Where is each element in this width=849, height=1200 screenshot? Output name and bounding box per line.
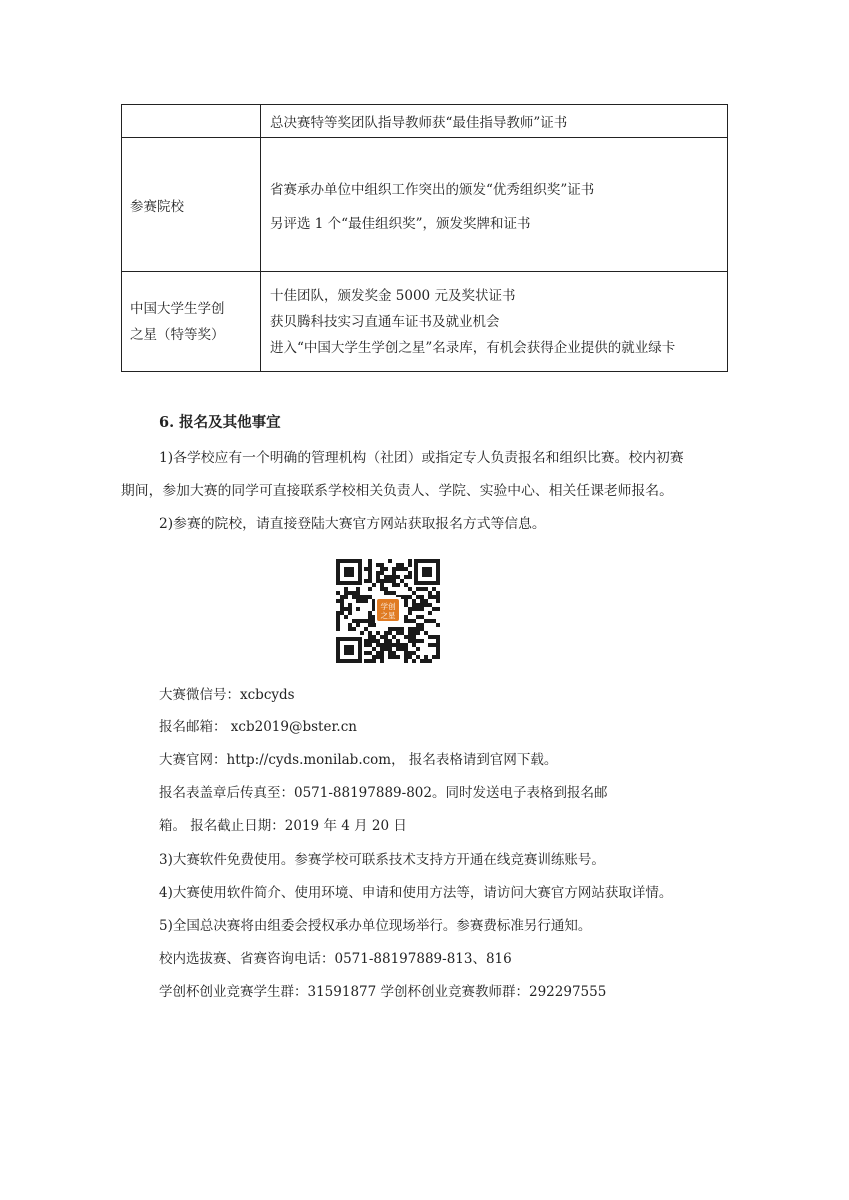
qr-module — [420, 623, 424, 627]
qr-module — [388, 575, 392, 579]
qr-module — [428, 611, 432, 615]
qr-module — [360, 619, 364, 623]
qr-logo — [375, 597, 401, 623]
qr-module — [344, 587, 348, 591]
row-label: 之星（特等奖） — [130, 326, 225, 343]
qr-module — [372, 647, 376, 651]
qr-module — [388, 639, 392, 643]
qr-module — [408, 651, 412, 655]
fax-line-1: 报名表盖章后传真至：0571-88197889-802。同时发送电子表格到报名邮 — [159, 785, 608, 801]
qr-finder-top-left — [336, 559, 362, 585]
qr-module — [384, 591, 388, 595]
qr-module — [420, 607, 424, 611]
qr-module — [420, 627, 424, 631]
qr-module — [412, 639, 416, 643]
qr-module — [356, 607, 360, 611]
qr-module — [396, 567, 400, 571]
qr-module — [400, 563, 404, 567]
qr-module — [396, 647, 400, 651]
qr-module — [388, 627, 392, 631]
qr-module — [388, 591, 392, 595]
qr-module — [408, 631, 412, 635]
qr-module — [424, 619, 428, 623]
qr-module — [392, 567, 396, 571]
qr-module — [380, 647, 384, 651]
qr-module — [436, 643, 440, 647]
qr-module — [432, 619, 436, 623]
qr-code-icon — [334, 557, 442, 665]
qr-module — [392, 643, 396, 647]
qr-module — [392, 651, 396, 655]
qr-module — [388, 643, 392, 647]
qr-module — [412, 651, 416, 655]
qr-module — [376, 643, 380, 647]
qr-module — [420, 639, 424, 643]
qr-module — [352, 591, 356, 595]
qr-module — [408, 595, 412, 599]
qr-module — [392, 583, 396, 587]
qr-module — [408, 587, 412, 591]
qr-module — [360, 599, 364, 603]
award-line: 总决赛特等奖团队指导教师获“最佳指导教师”证书 — [270, 115, 568, 131]
table-row — [122, 105, 728, 138]
paragraph-1-line-2: 期间，参加大赛的同学可直接联系学校相关负责人、学院、实验中心、相关任课老师报名。 — [121, 483, 673, 499]
qr-module — [404, 567, 408, 571]
qr-module — [432, 607, 436, 611]
qr-module — [420, 595, 424, 599]
qr-module — [348, 607, 352, 611]
qr-module — [368, 659, 372, 663]
award-line: 获贝腾科技实习直通车证书及就业机会 — [270, 313, 500, 330]
qr-module — [428, 591, 432, 595]
qr-module — [388, 651, 392, 655]
qr-module — [380, 659, 384, 663]
qr-module — [436, 647, 440, 651]
qr-module — [348, 591, 352, 595]
qr-module — [396, 583, 400, 587]
qr-module — [392, 655, 396, 659]
qr-module — [372, 623, 376, 627]
qr-module — [336, 619, 340, 623]
qr-module — [340, 599, 344, 603]
qr-module — [364, 643, 368, 647]
qr-module — [368, 611, 372, 615]
qr-module — [376, 631, 380, 635]
qr-module — [376, 563, 380, 567]
qr-module — [384, 575, 388, 579]
qr-module — [368, 635, 372, 639]
qr-module — [368, 643, 372, 647]
qr-module — [428, 659, 432, 663]
qr-module — [420, 615, 424, 619]
qr-module — [416, 647, 420, 651]
qr-module — [412, 603, 416, 607]
qr-module — [404, 643, 408, 647]
qr-module — [368, 579, 372, 583]
award-line: 十佳团队，颁发奖金 5000 元及奖状证书 — [270, 287, 516, 304]
paragraph-3: 3)大赛软件免费使用。参赛学校可联系技术支持方开通在线竞赛训练账号。 — [159, 852, 605, 868]
wechat-id: 大赛微信号：xcbcyds — [159, 687, 295, 703]
table-row — [122, 138, 728, 272]
qr-module — [348, 623, 352, 627]
qr-module — [412, 591, 416, 595]
qr-module — [416, 627, 420, 631]
table-cell-label — [122, 272, 261, 372]
qr-module — [416, 631, 420, 635]
qr-module — [408, 575, 412, 579]
row-label: 参赛院校 — [130, 198, 184, 215]
qr-module — [392, 571, 396, 575]
qr-module — [416, 655, 420, 659]
qr-module — [380, 571, 384, 575]
qr-module — [424, 631, 428, 635]
qr-module — [416, 607, 420, 611]
qr-module — [408, 571, 412, 575]
qr-module — [420, 603, 424, 607]
qr-module — [412, 643, 416, 647]
qr-module — [336, 627, 340, 631]
qr-module — [412, 627, 416, 631]
qr-module — [384, 643, 388, 647]
qr-module — [352, 595, 356, 599]
qr-module — [376, 571, 380, 575]
qr-module — [348, 627, 352, 631]
qr-module — [420, 599, 424, 603]
qr-module — [376, 579, 380, 583]
table-cell-label — [122, 105, 261, 138]
qr-module — [400, 647, 404, 651]
qr-module — [412, 635, 416, 639]
qr-module — [388, 579, 392, 583]
qr-module — [424, 655, 428, 659]
qr-module — [436, 655, 440, 659]
row-label: 中国大学生学创 — [130, 300, 225, 317]
qr-module — [340, 607, 344, 611]
email-address: 报名邮箱： xcb2019@bster.cn — [159, 719, 357, 735]
qr-module — [392, 591, 396, 595]
qr-module — [344, 615, 348, 619]
qr-module — [408, 655, 412, 659]
qr-module — [400, 579, 404, 583]
qr-finder-top-right — [414, 559, 440, 585]
qr-module — [364, 639, 368, 643]
qr-module — [412, 607, 416, 611]
qr-finder-bottom-left — [336, 637, 362, 663]
qr-module — [436, 651, 440, 655]
qr-module — [408, 627, 412, 631]
qr-module — [432, 587, 436, 591]
qr-module — [416, 595, 420, 599]
qr-module — [384, 587, 388, 591]
qr-module — [348, 603, 352, 607]
qr-module — [404, 619, 408, 623]
qq-groups: 学创杯创业竞赛学生群：31591877 学创杯创业竞赛教师群：292297555 — [159, 984, 607, 1000]
qr-module — [428, 643, 432, 647]
qr-module — [404, 655, 408, 659]
qr-module — [364, 595, 368, 599]
qr-module — [380, 587, 384, 591]
qr-module — [392, 575, 396, 579]
qr-module — [392, 627, 396, 631]
qr-module — [340, 611, 344, 615]
qr-module — [364, 627, 368, 631]
qr-module — [376, 639, 380, 643]
qr-module — [336, 615, 340, 619]
qr-module — [436, 639, 440, 643]
qr-module — [416, 603, 420, 607]
qr-module — [368, 595, 372, 599]
qr-module — [352, 619, 356, 623]
qr-module — [380, 563, 384, 567]
qr-module — [368, 575, 372, 579]
qr-module — [436, 599, 440, 603]
qr-module — [424, 587, 428, 591]
qr-module — [368, 623, 372, 627]
qr-module — [400, 631, 404, 635]
qr-module — [368, 615, 372, 619]
table-cell-content — [261, 105, 728, 138]
qr-module — [404, 575, 408, 579]
qr-module — [392, 579, 396, 583]
qr-module — [428, 635, 432, 639]
qr-module — [344, 607, 348, 611]
qr-module — [396, 639, 400, 643]
qr-module — [360, 631, 364, 635]
qr-module — [368, 563, 372, 567]
paragraph-2: 2)参赛的院校，请直接登陆大赛官方网站获取报名方式等信息。 — [159, 516, 546, 532]
qr-module — [364, 579, 368, 583]
qr-module — [364, 651, 368, 655]
qr-module — [388, 647, 392, 651]
qr-module — [368, 651, 372, 655]
qr-module — [420, 659, 424, 663]
qr-module — [404, 595, 408, 599]
qr-module — [368, 559, 372, 563]
qr-module — [356, 623, 360, 627]
qr-module — [368, 639, 372, 643]
qr-module — [408, 635, 412, 639]
qr-module — [424, 599, 428, 603]
qr-module — [336, 623, 340, 627]
qr-module — [432, 643, 436, 647]
qr-module — [428, 595, 432, 599]
qr-module — [396, 563, 400, 567]
qr-module — [408, 619, 412, 623]
award-table — [121, 104, 728, 372]
qr-module — [396, 627, 400, 631]
qr-module — [436, 591, 440, 595]
qr-module — [384, 579, 388, 583]
qr-module — [396, 655, 400, 659]
consult-phone: 校内选拔赛、省赛咨询电话：0571-88197889-813、816 — [159, 951, 512, 967]
qr-module — [432, 655, 436, 659]
qr-module — [368, 587, 372, 591]
qr-module — [412, 599, 416, 603]
qr-module — [408, 611, 412, 615]
official-website: 大赛官网：http://cyds.monilab.com， 报名表格请到官网下载。 — [159, 752, 558, 768]
qr-module — [396, 643, 400, 647]
qr-module — [416, 639, 420, 643]
qr-module — [356, 587, 360, 591]
qr-module — [396, 631, 400, 635]
qr-module — [416, 623, 420, 627]
qr-module — [336, 591, 340, 595]
qr-module — [368, 631, 372, 635]
qr-module — [364, 619, 368, 623]
qr-module — [340, 603, 344, 607]
paragraph-5: 5)全国总决赛将由组委会授权承办单位现场举行。参赛费标准另行通知。 — [159, 918, 592, 934]
qr-module — [372, 583, 376, 587]
qr-module — [388, 655, 392, 659]
qr-module — [356, 595, 360, 599]
qr-module — [408, 639, 412, 643]
qr-module — [404, 651, 408, 655]
qr-module — [416, 615, 420, 619]
qr-module — [372, 659, 376, 663]
qr-module — [432, 595, 436, 599]
qr-module — [412, 631, 416, 635]
award-line: 进入“中国大学生学创之星”名录库，有机会获得企业提供的就业绿卡 — [270, 339, 676, 356]
qr-module — [380, 579, 384, 583]
qr-module — [380, 655, 384, 659]
qr-module — [436, 595, 440, 599]
qr-module — [408, 563, 412, 567]
award-line: 省赛承办单位中组织工作突出的颁发“优秀组织奖”证书 — [270, 181, 595, 198]
qr-module — [412, 619, 416, 623]
qr-module — [344, 591, 348, 595]
qr-module — [408, 607, 412, 611]
qr-module — [372, 655, 376, 659]
qr-module — [404, 647, 408, 651]
paragraph-1-line-1: 1)各学校应有一个明确的管理机构（社团）或指定专人负责报名和组织比赛。校内初赛 — [159, 450, 684, 466]
qr-module — [380, 635, 384, 639]
qr-module — [372, 635, 376, 639]
qr-module — [424, 659, 428, 663]
qr-module — [368, 567, 372, 571]
qr-module — [412, 659, 416, 663]
qr-module — [380, 583, 384, 587]
qr-module — [404, 659, 408, 663]
qr-module — [404, 635, 408, 639]
qr-module — [436, 607, 440, 611]
qr-module — [364, 567, 368, 571]
qr-module — [404, 583, 408, 587]
fax-line-2: 箱。 报名截止日期：2019 年 4 月 20 日 — [159, 818, 407, 834]
qr-module — [384, 635, 388, 639]
qr-module — [384, 567, 388, 571]
qr-module — [384, 639, 388, 643]
qr-module — [436, 623, 440, 627]
table-row — [122, 272, 728, 372]
award-line: 另评选 1 个“最佳组织奖”，颁发奖牌和证书 — [270, 215, 531, 232]
qr-module — [432, 635, 436, 639]
table-cell-content — [261, 138, 728, 272]
qr-module — [420, 587, 424, 591]
qr-module — [368, 571, 372, 575]
qr-module — [428, 619, 432, 623]
qr-module — [372, 639, 376, 643]
qr-module — [428, 603, 432, 607]
qr-module — [340, 595, 344, 599]
qr-module — [392, 635, 396, 639]
qr-module — [360, 595, 364, 599]
qr-module — [376, 651, 380, 655]
table-cell-content — [261, 272, 728, 372]
qr-module — [348, 611, 352, 615]
qr-module — [404, 615, 408, 619]
paragraph-4: 4)大赛使用软件简介、使用环境、申请和使用方法等，请访问大赛官方网站获取详情。 — [159, 885, 673, 901]
qr-module — [356, 591, 360, 595]
qr-module — [380, 643, 384, 647]
qr-module — [344, 595, 348, 599]
qr-module — [376, 575, 380, 579]
qr-module — [336, 599, 340, 603]
qr-module — [408, 559, 412, 563]
qr-module — [376, 655, 380, 659]
table-cell-label — [122, 138, 261, 272]
qr-module — [368, 619, 372, 623]
qr-module — [396, 575, 400, 579]
qr-module — [380, 651, 384, 655]
qr-module — [380, 567, 384, 571]
section-title: 6. 报名及其他事宜 — [159, 414, 281, 431]
qr-logo-text-top: 学创 — [380, 602, 396, 611]
qr-module — [400, 567, 404, 571]
qr-module — [424, 603, 428, 607]
qr-logo-text-bottom: 之星 — [380, 611, 396, 620]
qr-module — [384, 631, 388, 635]
qr-module — [436, 635, 440, 639]
qr-module — [384, 647, 388, 651]
qr-module — [352, 627, 356, 631]
qr-module — [364, 659, 368, 663]
qr-module — [356, 599, 360, 603]
qr-module — [364, 599, 368, 603]
qr-module — [400, 627, 404, 631]
qr-module — [416, 587, 420, 591]
qr-module — [388, 631, 392, 635]
qr-module — [356, 619, 360, 623]
qr-module — [404, 599, 408, 603]
qr-module — [388, 559, 392, 563]
qr-module — [404, 603, 408, 607]
qr-module — [336, 611, 340, 615]
qr-module — [400, 643, 404, 647]
